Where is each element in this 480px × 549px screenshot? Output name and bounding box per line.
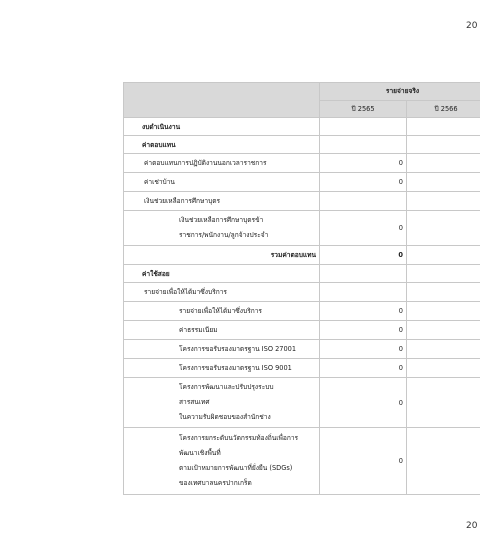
value-2565: 0 [320,173,407,192]
table-row [124,211,480,246]
value-2566 [407,378,480,428]
table-row [124,192,480,211]
table-row [124,173,480,192]
row-label: ค่าเช่าบ้าน [124,173,320,192]
row-label: โครงการขอรับรองมาตรฐาน ISO 27001 [124,340,320,359]
value-2565: 0 [320,246,407,265]
value-2566 [407,211,480,246]
header-year-2565: ปี 2565 [320,100,407,118]
header-item-cell [124,83,320,118]
row-label-line: โครงการพัฒนาและปรับปรุงระบบ [179,383,274,391]
header-year-2566: ปี 2566 [407,100,480,118]
value-2565: 0 [320,340,407,359]
table-row [124,359,480,378]
table-row [124,378,480,428]
value-2565 [320,118,407,136]
table-row [124,246,480,265]
table-row [124,265,480,283]
row-label: ค่าธรรมเนียม [124,321,320,340]
table-row [124,283,480,302]
table-row [124,154,480,173]
row-label [124,428,320,495]
page-number-top: 20 [466,21,478,31]
value-2566 [407,136,480,154]
table-body [124,118,480,495]
row-label: ค่าตอบแทน [124,136,320,154]
value-2565: 0 [320,428,407,495]
value-2565: 0 [320,154,407,173]
value-2565: 0 [320,211,407,246]
value-2566 [407,340,480,359]
value-2565 [320,136,407,154]
row-label-line: ของเทศบาลนครปากเกร็ด [179,479,252,487]
budget-table [123,82,480,495]
value-2565: 0 [320,378,407,428]
table-row [124,118,480,136]
row-label: ค่าใช้สอย [124,265,320,283]
row-label: รายจ่ายเพื่อให้ได้มาซึ่งบริการ [124,302,320,321]
value-2566 [407,321,480,340]
value-2565: 0 [320,302,407,321]
value-2565 [320,283,407,302]
value-2566 [407,428,480,495]
row-label [124,378,320,428]
table-row [124,340,480,359]
row-label-line: พัฒนาเชิงพื้นที่ [179,449,221,457]
row-label [124,211,320,246]
row-label-line: โครงการยกระดับนวัตกรรมท้องถิ่นเพื่อการ [179,434,299,442]
row-label-line: ในความรับผิดชอบของสำนักช่าง [179,413,271,421]
value-2566 [407,246,480,265]
value-2565 [320,265,407,283]
page-number-bottom: 20 [466,521,478,531]
value-2565 [320,192,407,211]
row-label-line: ราชการ/พนักงาน/ลูกจ้างประจำ [179,231,269,239]
row-label: รายจ่ายเพื่อให้ได้มาซึ่งบริการ [124,283,320,302]
row-label-line: สารสนเทศ [179,398,210,406]
row-label: เงินช่วยเหลือการศึกษาบุตร [124,192,320,211]
value-2566 [407,283,480,302]
table-row [124,136,480,154]
row-label: ค่าตอบแทนการปฏิบัติงานนอกเวลาราชการ [124,154,320,173]
value-2566 [407,265,480,283]
row-label: งบดำเนินงาน [124,118,320,136]
header-row [124,83,480,101]
table-row [124,428,480,495]
row-label: โครงการขอรับรองมาตรฐาน ISO 9001 [124,359,320,378]
value-2566 [407,359,480,378]
table-row [124,321,480,340]
value-2566 [407,192,480,211]
value-2565: 0 [320,321,407,340]
value-2566 [407,173,480,192]
value-2565: 0 [320,359,407,378]
header-actual-expense: รายจ่ายจริง [320,83,480,101]
value-2566 [407,154,480,173]
value-2566 [407,302,480,321]
row-label: รวมค่าตอบแทน [124,246,320,265]
row-label-line: ตามเป้าหมายการพัฒนาที่ยั่งยืน (SDGs) [179,464,293,472]
value-2566 [407,118,480,136]
table-row [124,302,480,321]
row-label-line: เงินช่วยเหลือการศึกษาบุตรข้า [179,216,264,224]
